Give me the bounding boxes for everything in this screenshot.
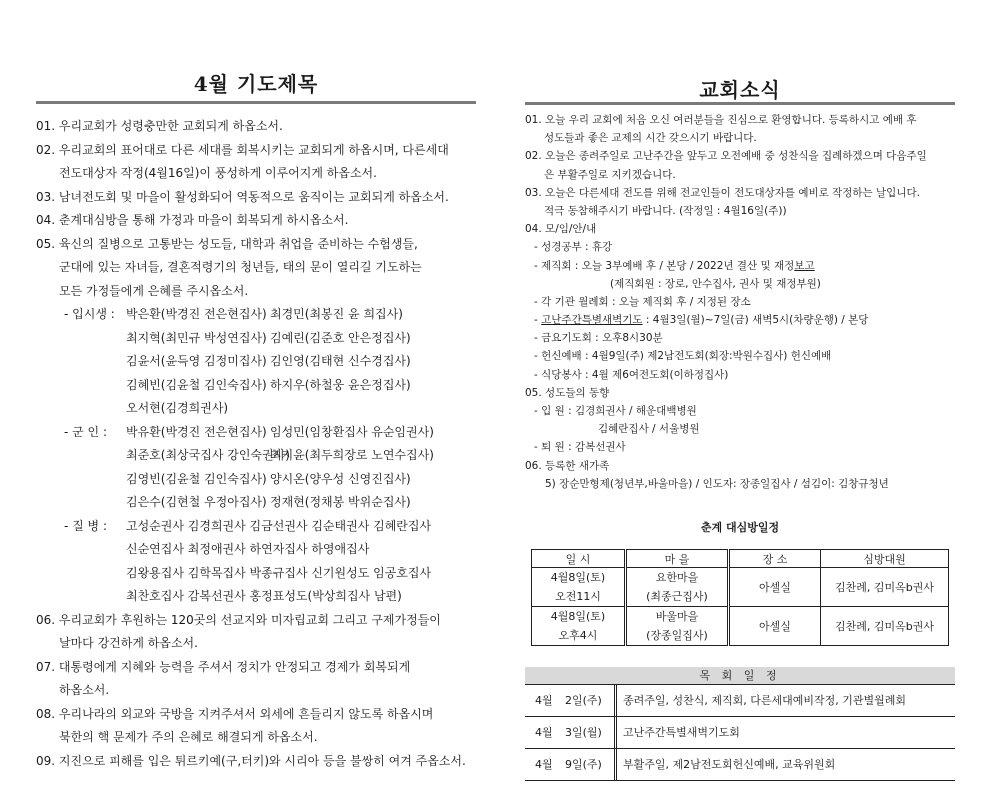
news-item-02: 02. 오늘은 종려주일로 고난주간을 앞두고 오전예배 중 성찬식을 집례하겠으며 다음주일 [525, 150, 927, 163]
table-header-row [532, 550, 949, 568]
sick-row: 김왕용집사 김학목집사 박종규집사 신기원성도 임공호집사 [126, 565, 432, 580]
prayer-item-09: 09. 지진으로 피해를 입은 튀르키예(구,터키)와 시리아 등을 불쌍히 여겨 주옵소서. [36, 753, 466, 768]
news-item-03-cont: 적극 동참해주시기 바랍니다. (작정일 : 4월16일(주)) [544, 204, 787, 217]
prayer-item-07-cont: 하옵소서. [59, 683, 110, 697]
visit-team: 김찬례, 김미옥b권사 [821, 607, 949, 646]
visit-team: 김찬례, 김미옥b권사 [821, 568, 949, 607]
col-header: 일 시 [532, 550, 626, 568]
soldiers-row: 김영빈(김윤철 김인숙집사) 양시온(양우성 신영진집사) [126, 471, 411, 486]
new-family: 5) 장순만형제(청년부,바울마을) / 인도자: 장종일집사 / 섬김이: 김창규청년 [545, 477, 889, 490]
students-row: - 입시생 : 박은환(박경진 전은현집사) 최경민(최봉진 윤 희집사) [36, 303, 486, 327]
soldiers-row: - 군 인 : 박유환(박경진 전은현집사) 임성민(임창환집사 유순임권사) [36, 421, 486, 445]
schedule-date: 4월 9일(주) [525, 749, 617, 780]
visit-datetime: 4월8일(토) 오후4시 [532, 607, 626, 646]
meeting-monthly: - 각 기관 월례회 : 오늘 제직회 후 / 지정된 장소 [534, 295, 751, 308]
prayer-item-02: 02. 우리교회의 표어대로 다른 세대를 회복시키는 교회되게 하옵시며, 다른세대 [36, 142, 449, 157]
sick-row: 신순연집사 최정애권사 하연자집사 하영애집사 [126, 542, 370, 556]
soldiers-label: - 군 인 : [64, 424, 108, 439]
prayer-item-02-cont: 전도대상자 작정(4월16일)이 풍성하게 이루어지게 하옵소서. [59, 166, 377, 180]
table-row [532, 568, 949, 607]
col-header: 장 소 [729, 550, 821, 568]
news-item-05: 05. 성도들의 동향 [525, 386, 610, 399]
col-header: 마 을 [626, 550, 729, 568]
sick-row: 최찬호집사 감복선권사 홍정표성도(박상희집사 남편) [126, 589, 402, 603]
pastoral-schedule [525, 667, 955, 781]
visit-village: 요한마을 (최종근집사) [626, 568, 729, 607]
students-label: - 입시생 : [64, 307, 115, 321]
prayer-item-03: 03. 남녀전도회 및 마을이 활성화되어 역동적으로 움직이는 교회되게 하옵소서. [36, 189, 449, 204]
news-item-01: 01. 오늘 우리 교회에 처음 오신 여러분들을 진심으로 환영합니다. 등록하시고 예배 후 [525, 114, 917, 126]
meeting-friday-prayer: - 금요기도회 : 오후8시30분 [534, 332, 663, 345]
meeting-council-members: (제직회원 : 장로, 안수집사, 권사 및 재정부원) [610, 277, 821, 290]
soldiers-row: 최준호(최상국집사 강인숙권사)최지윤(최두희장로 노연수집사) [126, 448, 434, 462]
news-item-06: 06. 등록한 새가족 [525, 459, 610, 472]
prayer-item-07: 07. 대통령에게 지혜와 능력을 주셔서 정치가 안정되고 경제가 회복되게 [36, 659, 411, 674]
meeting-dawn-prayer: - 고난주간특별새벽기도 : 4월3일(월)~7일(금) 새벽5시(차량운행) / 본당 [534, 314, 869, 327]
member-discharged: - 퇴 원 : 감복선권사 [534, 441, 626, 454]
meeting-council: - 제직회 : 오늘 3부예배 후 / 본당 / 2022년 결산 및 재정보고 [534, 259, 815, 272]
prayer-title-rule [36, 101, 476, 104]
sick-label: - 질 병 : [64, 518, 108, 533]
pastoral-schedule-title: 목 회 일 정 [525, 667, 955, 685]
prayer-item-06: 06. 우리교회가 후원하는 120곳의 선교지와 미자립교회 그리고 구제가정들이 [36, 612, 441, 627]
news-list [525, 111, 965, 493]
news-item-01-cont: 성도들과 좋은 교제의 시간 갖으시기 바랍니다. [544, 132, 757, 145]
meeting-bible-study: - 성경공부 : 휴강 [534, 241, 613, 254]
visit-schedule-table [531, 549, 949, 646]
schedule-row [525, 749, 955, 781]
schedule-desc: 부활주일, 제2남전도회헌신예배, 교육위원회 [623, 758, 836, 771]
prayer-item-01: 01. 우리교회가 성령충만한 교회되게 하옵소서. [36, 119, 283, 133]
schedule-row [525, 717, 955, 749]
schedule-row [525, 685, 955, 717]
prayer-item-05: 05. 육신의 질병으로 고통받는 성도들, 대학과 취업을 준비하는 수험생들, [36, 236, 418, 251]
visit-schedule-title: 춘계 대심방일정 [700, 521, 780, 534]
prayer-item-04: 04. 춘계대심방을 통해 가정과 마을이 회복되게 하시옵소서. [36, 213, 349, 227]
soldiers-row: 김은수(김현철 우정아집사) 정재현(정채봉 박위순집사) [126, 495, 411, 509]
col-header: 심방대원 [821, 550, 949, 568]
news-item-03: 03. 오늘은 다른세대 전도를 위해 전교인들이 전도대상자를 예비로 작정하는 날입니다. [525, 186, 920, 199]
schedule-date: 4월 3일(월) [525, 717, 617, 748]
prayer-item-05-cont: 군대에 있는 자녀들, 결혼적령기의 청년들, 태의 문이 열리길 기도하는 [59, 260, 422, 274]
member-admitted: 김혜란집사 / 서울병원 [598, 423, 700, 436]
students-row: 오서현(김경희권사) [126, 401, 229, 415]
schedule-desc: 고난주간특별새벽기도회 [623, 726, 740, 739]
visit-datetime: 4월8일(토) 오전11시 [532, 568, 626, 607]
visit-village: 바울마을 (장종일집사) [626, 607, 729, 646]
news-item-02-cont: 은 부활주일로 지키겠습니다. [544, 168, 676, 181]
meeting-kitchen: - 식당봉사 : 4월 제6여전도회(이하정집사) [534, 368, 729, 381]
prayer-list [36, 115, 486, 773]
meeting-dedication: - 헌신예배 : 4월9일(주) 제2남전도회(회장:박원수집사) 헌신예배 [534, 350, 832, 363]
prayer-title: 4월 기도제목 [193, 72, 319, 96]
news-title-rule [525, 102, 955, 105]
students-row: 김혜빈(김윤철 김인숙집사) 하지우(하철웅 윤은정집사) [126, 377, 411, 392]
visit-place: 아셀실 [729, 568, 821, 607]
sick-row: - 질 병 : 고성순권사 김경희권사 김금선권사 김순태권사 김혜란집사 [36, 515, 486, 539]
news-title: 교회소식 [699, 78, 781, 102]
schedule-desc: 종려주일, 성찬식, 제직회, 다른세대예비작정, 기관별월례회 [623, 694, 906, 707]
prayer-item-06-cont: 날마다 강건하게 하옵소서. [59, 636, 198, 650]
news-item-04: 04. 모/임/안/내 [525, 223, 597, 236]
prayer-item-05-cont: 모든 가정들에게 은혜를 주시옵소서. [59, 283, 249, 298]
table-row [532, 607, 949, 646]
prayer-item-08: 08. 우리나라의 외교와 국방을 지켜주셔서 외세에 흔들리지 않도록 하옵시며 [36, 706, 434, 721]
prayer-item-08-cont: 북한의 핵 문제가 주의 은혜로 해결되게 하옵소서. [59, 730, 318, 744]
schedule-date: 4월 2일(주) [525, 685, 617, 716]
students-row: 김윤서(윤득영 김정미집사) 김인영(김태현 신수경집사) [126, 354, 411, 368]
visit-place: 아셀실 [729, 607, 821, 646]
member-admitted: - 입 원 : 김경희권사 / 해운대백병원 [534, 405, 697, 417]
students-row: 최지혁(최민규 박성연집사) 김예린(김준호 안은정집사) [126, 330, 411, 345]
